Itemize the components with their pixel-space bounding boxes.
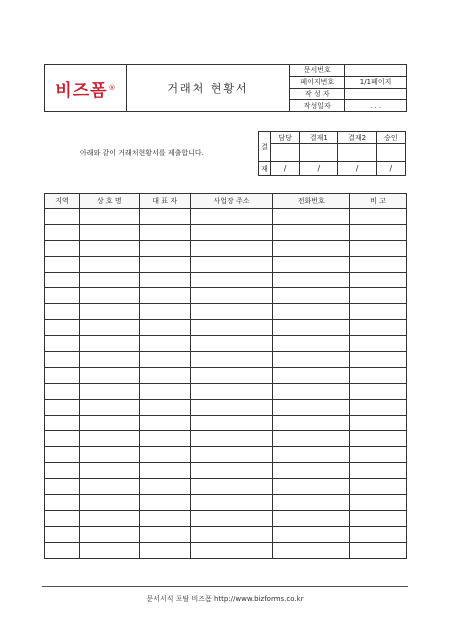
table-cell[interactable] <box>350 367 407 383</box>
table-cell[interactable] <box>79 224 139 240</box>
table-cell[interactable] <box>45 526 80 542</box>
table-row <box>45 415 407 431</box>
customer-status-table <box>44 193 407 559</box>
table-cell[interactable] <box>45 479 80 495</box>
table-row <box>45 272 407 288</box>
table-cell[interactable] <box>79 399 139 415</box>
bizforms-logo <box>45 65 126 111</box>
table-cell[interactable] <box>350 383 407 399</box>
table-cell[interactable] <box>273 320 350 336</box>
table-cell[interactable] <box>190 209 273 225</box>
table-cell[interactable] <box>273 542 350 558</box>
table-cell[interactable] <box>273 463 350 479</box>
date-slash: / <box>300 162 338 176</box>
table-cell[interactable] <box>45 447 80 463</box>
table-cell[interactable] <box>190 479 273 495</box>
signature-box[interactable] <box>300 144 338 162</box>
table-cell[interactable] <box>350 240 407 256</box>
table-cell[interactable] <box>79 510 139 526</box>
table-cell[interactable] <box>273 415 350 431</box>
table-cell[interactable] <box>79 352 139 368</box>
table-cell[interactable] <box>79 240 139 256</box>
table-cell[interactable] <box>190 447 273 463</box>
table-cell[interactable] <box>190 526 273 542</box>
table-cell[interactable] <box>190 288 273 304</box>
table-cell[interactable] <box>190 352 273 368</box>
table-row <box>45 320 407 336</box>
document-header <box>44 64 407 112</box>
table-row <box>45 352 407 368</box>
approval-side-bottom: 재 <box>259 162 271 176</box>
table-cell[interactable] <box>79 447 139 463</box>
table-cell[interactable] <box>139 240 190 256</box>
date-slash: / <box>376 162 405 176</box>
table-cell[interactable] <box>190 415 273 431</box>
logo-cell <box>45 65 127 112</box>
table-row <box>45 526 407 542</box>
table-cell[interactable] <box>45 336 80 352</box>
table-cell[interactable] <box>79 526 139 542</box>
table-cell[interactable] <box>79 304 139 320</box>
date-slash: / <box>338 162 376 176</box>
table-cell[interactable] <box>273 304 350 320</box>
table-cell[interactable] <box>190 224 273 240</box>
table-row <box>45 304 407 320</box>
table-row <box>45 240 407 256</box>
table-cell[interactable] <box>350 304 407 320</box>
table-cell[interactable] <box>273 399 350 415</box>
table-cell[interactable] <box>273 288 350 304</box>
table-cell[interactable] <box>79 542 139 558</box>
footer-text: 문서서식 포탈 비즈폼 http://www.bizforms.co.kr <box>146 595 304 603</box>
table-cell[interactable] <box>139 320 190 336</box>
table-row <box>45 447 407 463</box>
table-cell[interactable] <box>139 463 190 479</box>
approval-role: 담당 <box>271 132 300 144</box>
table-cell[interactable] <box>45 224 80 240</box>
meta-label: 작성일자 <box>290 100 345 112</box>
table-cell[interactable] <box>79 479 139 495</box>
table-cell[interactable] <box>139 336 190 352</box>
table-cell[interactable] <box>190 240 273 256</box>
meta-value: . . . <box>345 100 407 112</box>
table-cell[interactable] <box>190 399 273 415</box>
signature-box[interactable] <box>271 144 300 162</box>
table-cell[interactable] <box>273 526 350 542</box>
table-cell[interactable] <box>79 415 139 431</box>
table-cell[interactable] <box>190 431 273 447</box>
intro-text: 아래와 같이 거래처현황서를 제출합니다. <box>80 149 204 157</box>
table-body <box>45 209 407 559</box>
column-header-remarks: 비 고 <box>350 194 407 209</box>
table-row <box>45 336 407 352</box>
table-cell[interactable] <box>273 209 350 225</box>
table-cell[interactable] <box>273 224 350 240</box>
table-cell[interactable] <box>139 479 190 495</box>
table-cell[interactable] <box>350 320 407 336</box>
table-row <box>45 463 407 479</box>
registered-mark: ® <box>108 84 116 92</box>
table-cell[interactable] <box>79 288 139 304</box>
table-cell[interactable] <box>45 399 80 415</box>
table-row <box>45 479 407 495</box>
table-cell[interactable] <box>45 209 80 225</box>
table-cell[interactable] <box>190 304 273 320</box>
meta-label: 페이지번호 <box>290 76 345 88</box>
table-cell[interactable] <box>45 463 80 479</box>
table-cell[interactable] <box>273 510 350 526</box>
table-cell[interactable] <box>45 240 80 256</box>
approval-side-top: 결 <box>259 132 271 162</box>
title-cell <box>126 65 290 112</box>
table-cell[interactable] <box>350 336 407 352</box>
meta-value <box>345 65 407 77</box>
table-cell[interactable] <box>45 431 80 447</box>
table-cell[interactable] <box>350 463 407 479</box>
table-cell[interactable] <box>45 510 80 526</box>
date-slash: / <box>271 162 300 176</box>
table-cell[interactable] <box>273 352 350 368</box>
table-cell[interactable] <box>350 526 407 542</box>
table-cell[interactable] <box>190 510 273 526</box>
table-cell[interactable] <box>350 209 407 225</box>
table-cell[interactable] <box>79 336 139 352</box>
meta-value <box>345 88 407 100</box>
table-cell[interactable] <box>139 272 190 288</box>
table-cell[interactable] <box>350 256 407 272</box>
table-row <box>45 256 407 272</box>
table-cell[interactable] <box>273 479 350 495</box>
table-cell[interactable] <box>350 415 407 431</box>
table-cell[interactable] <box>139 447 190 463</box>
table-cell[interactable] <box>79 320 139 336</box>
column-header-company: 상 호 명 <box>79 194 139 209</box>
table-cell[interactable] <box>190 336 273 352</box>
table-cell[interactable] <box>190 542 273 558</box>
table-cell[interactable] <box>45 256 80 272</box>
table-cell[interactable] <box>139 256 190 272</box>
table-cell[interactable] <box>350 399 407 415</box>
table-cell[interactable] <box>273 447 350 463</box>
approval-role: 결재2 <box>338 132 376 144</box>
table-cell[interactable] <box>139 224 190 240</box>
table-header-row <box>45 194 407 209</box>
table-cell[interactable] <box>350 352 407 368</box>
table-cell[interactable] <box>139 209 190 225</box>
table-row <box>45 431 407 447</box>
table-cell[interactable] <box>139 367 190 383</box>
table-cell[interactable] <box>273 272 350 288</box>
table-cell[interactable] <box>273 336 350 352</box>
table-cell[interactable] <box>139 304 190 320</box>
signature-box[interactable] <box>376 144 405 162</box>
table-row <box>45 542 407 558</box>
table-cell[interactable] <box>45 320 80 336</box>
table-cell[interactable] <box>190 272 273 288</box>
table-cell[interactable] <box>273 367 350 383</box>
table-cell[interactable] <box>350 272 407 288</box>
table-row <box>45 383 407 399</box>
approval-box <box>258 131 406 176</box>
table-cell[interactable] <box>79 495 139 511</box>
table-cell[interactable] <box>350 431 407 447</box>
table-cell[interactable] <box>45 367 80 383</box>
table-cell[interactable] <box>45 383 80 399</box>
table-cell[interactable] <box>45 352 80 368</box>
table-cell[interactable] <box>139 431 190 447</box>
footer-divider <box>42 586 408 587</box>
table-cell[interactable] <box>273 495 350 511</box>
table-cell[interactable] <box>79 367 139 383</box>
table-cell[interactable] <box>139 352 190 368</box>
table-cell[interactable] <box>190 383 273 399</box>
table-row <box>45 224 407 240</box>
table-cell[interactable] <box>79 463 139 479</box>
meta-value: 1/1페이지 <box>345 76 407 88</box>
table-cell[interactable] <box>273 240 350 256</box>
table-cell[interactable] <box>350 288 407 304</box>
column-header-phone: 전화번호 <box>273 194 350 209</box>
logo-text: 비즈폼 <box>55 80 108 101</box>
table-cell[interactable] <box>190 495 273 511</box>
column-header-address: 사업장 주소 <box>190 194 273 209</box>
document-title: 거래처 현황서 <box>167 82 249 95</box>
table-cell[interactable] <box>350 510 407 526</box>
table-cell[interactable] <box>350 495 407 511</box>
table-cell[interactable] <box>190 463 273 479</box>
table-cell[interactable] <box>139 399 190 415</box>
table-cell[interactable] <box>139 415 190 431</box>
table-cell[interactable] <box>273 256 350 272</box>
meta-label: 작 성 자 <box>290 88 345 100</box>
table-cell[interactable] <box>190 256 273 272</box>
table-cell[interactable] <box>190 320 273 336</box>
table-cell[interactable] <box>190 367 273 383</box>
meta-label: 문서번호 <box>290 65 345 77</box>
column-header-region: 지역 <box>45 194 80 209</box>
table-cell[interactable] <box>45 415 80 431</box>
table-cell[interactable] <box>79 431 139 447</box>
approval-role: 승인 <box>376 132 405 144</box>
table-cell[interactable] <box>139 383 190 399</box>
signature-box[interactable] <box>338 144 376 162</box>
table-cell[interactable] <box>45 542 80 558</box>
table-cell[interactable] <box>350 447 407 463</box>
table-cell[interactable] <box>350 479 407 495</box>
table-cell[interactable] <box>273 383 350 399</box>
table-row <box>45 510 407 526</box>
table-row <box>45 399 407 415</box>
table-cell[interactable] <box>139 542 190 558</box>
table-row <box>45 288 407 304</box>
table-cell[interactable] <box>350 542 407 558</box>
table-cell[interactable] <box>139 526 190 542</box>
column-header-representative: 대 표 자 <box>139 194 190 209</box>
table-cell[interactable] <box>79 383 139 399</box>
table-cell[interactable] <box>79 272 139 288</box>
table-cell[interactable] <box>139 288 190 304</box>
table-cell[interactable] <box>45 288 80 304</box>
table-cell[interactable] <box>79 209 139 225</box>
table-row <box>45 495 407 511</box>
table-row <box>45 209 407 225</box>
table-row <box>45 367 407 383</box>
approval-role: 결재1 <box>300 132 338 144</box>
table-cell[interactable] <box>45 272 80 288</box>
table-cell[interactable] <box>45 495 80 511</box>
table-cell[interactable] <box>350 224 407 240</box>
table-cell[interactable] <box>139 495 190 511</box>
table-cell[interactable] <box>273 431 350 447</box>
table-cell[interactable] <box>139 510 190 526</box>
table-cell[interactable] <box>45 304 80 320</box>
table-cell[interactable] <box>79 256 139 272</box>
